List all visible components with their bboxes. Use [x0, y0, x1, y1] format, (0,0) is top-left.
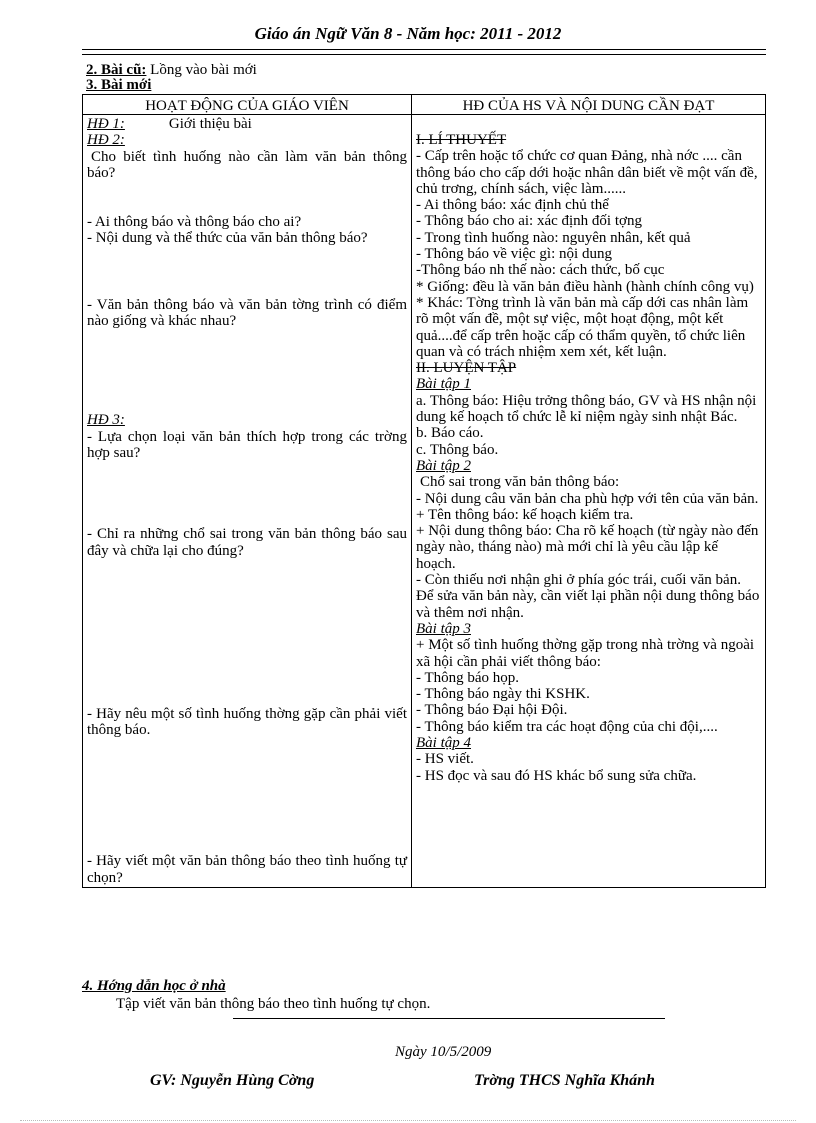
question-3: - Nội dung và thể thức của văn bản thông báo? [87, 230, 368, 247]
exercise-2-c: + Tên thông báo: kế hoạch kiểm tra. [416, 506, 634, 523]
exercise-4-label: Bài tập 4 [416, 734, 471, 751]
theory-item-5: - Thông báo về việc gì: nội dung [416, 246, 612, 263]
exercise-1-b: b. Báo cáo. [416, 425, 484, 442]
col-left-header: HOẠT ĐỘNG CỦA GIÁO VIÊN [83, 95, 412, 115]
exercise-3-b: - Thông báo họp. [416, 669, 520, 686]
section-practice-heading: II. LUYỆN TẬP [416, 360, 517, 377]
section-theory-heading: I. LÍ THUYẾT [416, 132, 507, 148]
exercise-4-b: - HS đọc và sau đó HS khác bổ sung sửa chữa. [416, 767, 697, 784]
header-double-rule [82, 49, 766, 55]
student-content-cell [412, 115, 766, 888]
exercise-3-d: - Thông báo Đại hội Đội. [416, 702, 568, 719]
new-lesson-line [86, 77, 151, 93]
exercise-2-label: Bài tập 2 [416, 457, 471, 474]
table-body-row [83, 115, 766, 888]
exercise-1-label: Bài tập 1 [416, 376, 471, 393]
exercise-2-b: - Nội dung câu văn bản cha phù hợp với tên của văn bản. [416, 490, 759, 507]
question-4: - Văn bản thông báo và văn bản tờng trình có điểm nào giống và khác nhau? [87, 296, 407, 330]
old-lesson-line [86, 62, 257, 78]
page-bottom-dotted-line [20, 1120, 796, 1121]
home-guidance-text: Tập viết văn bản thông báo theo tình huống tự chọn. [116, 996, 431, 1012]
exercise-2-f: Để sửa văn bản này, cần viết lại phần nội dung thông báo và thêm nơi nhận. [416, 588, 760, 621]
exercise-1-a: a. Thông báo: Hiệu trởng thông báo, GV và HS nhận nội dung kế hoạch tổ chức lễ kỉ niệm ngày sinh nhật Bác. [416, 392, 757, 426]
theory-item-7: * Giống: đều là văn bản điều hành (hành chính công vụ) [416, 278, 754, 295]
exercise-3-a: + Một số tình huống thờng gặp trong nhà trờng và ngoài xã hội cần phải viết thông báo: [416, 637, 755, 670]
exercise-1-c: c. Thông báo. [416, 441, 499, 458]
theory-item-6: -Thông báo nh thế nào: cách thức, bố cục [416, 262, 665, 279]
date-line: Ngày 10/5/2009 [395, 1044, 492, 1060]
hd2-label: HĐ 2: [87, 132, 125, 149]
footer-rule [233, 1018, 665, 1019]
col-right-header: HĐ CỦA HS VÀ NỘI DUNG CẦN ĐẠT [412, 95, 766, 115]
exercise-4-a: - HS viết. [416, 751, 474, 768]
table-header-row [83, 95, 766, 115]
question-2: - Ai thông báo và thông báo cho ai? [87, 214, 302, 231]
hd3-label: HĐ 3: [87, 412, 125, 429]
question-5: - Lựa chọn loại văn bản thích hợp trong các trờng hợp sau? [87, 428, 407, 461]
hd1-label: HĐ 1: [87, 116, 125, 132]
theory-item-2: - Ai thông báo: xác định chủ thể [416, 197, 609, 214]
exercise-2-d: + Nội dung thông báo: Cha rõ kế hoạch (từ ngày nào đến ngày nào, tháng nào) mà mới chỉ là yêu cầu lập kế hoạch. [416, 523, 759, 572]
exercise-2-e: - Còn thiếu nơi nhận ghi ở phía góc trái, cuối văn bản. [416, 572, 741, 589]
theory-item-4: - Trong tình huống nào: nguyên nhân, kết quả [416, 229, 691, 246]
school-name: Trờng THCS Nghĩa Khánh [474, 1072, 655, 1089]
theory-item-1: - Cấp trên hoặc tổ chức cơ quan Đảng, nhà nớc .... cần thông báo cho cấp dới hoặc nhân dân biết về một vấn đề, chủ trơng, chính sách, việc làm...... [416, 148, 758, 197]
question-6: - Chỉ ra những chổ sai trong văn bản thông báo sau đây và chữa lại cho đúng? [87, 526, 407, 559]
exercise-3-c: - Thông báo ngày thi KSHK. [416, 686, 590, 703]
theory-item-8: * Khác: Tờng trình là văn bản mà cấp dới cas nhân làm rõ một vấn đề, một sự việc, một hoạt động, một kết quả....để cấp trên hoặc cấp có thẩm quyền, tổ chức liên quan và có trách nhiệm xem xét, kết luận. [416, 294, 749, 360]
home-guidance-heading: 4. Hớng dẫn học ở nhà [82, 978, 226, 994]
theory-item-3: - Thông báo cho ai: xác định đối tợng [416, 213, 642, 230]
exercise-2-a: Chổ sai trong văn bản thông báo: [420, 474, 620, 491]
question-7: - Hãy nêu một số tình huống thờng gặp cần phải viết thông báo. [87, 705, 407, 739]
teacher-activity-cell [83, 115, 412, 888]
old-lesson-label: 2. Bài cũ: [86, 62, 147, 78]
hd1-line [87, 116, 407, 132]
exercise-3-label: Bài tập 3 [416, 620, 471, 637]
old-lesson-text: Lồng vào bài mới [146, 62, 257, 78]
question-8: - Hãy viết một văn bản thông báo theo tình huống tự chọn? [87, 853, 407, 886]
page-header-title: Giáo án Ngữ Văn 8 - Năm học: 2011 - 2012 [254, 24, 562, 43]
teacher-signature: GV: Nguyễn Hùng Cờng [150, 1072, 315, 1089]
new-lesson-label: 3. Bài mới [86, 77, 152, 93]
question-1: Cho biết tình huống nào cần làm văn bản thông báo? [87, 148, 407, 181]
exercise-3-e: - Thông báo kiểm tra các hoạt động của chi đội,.... [416, 718, 718, 735]
hd1-text: Giới thiệu bài [168, 116, 252, 132]
lesson-table [82, 94, 766, 888]
